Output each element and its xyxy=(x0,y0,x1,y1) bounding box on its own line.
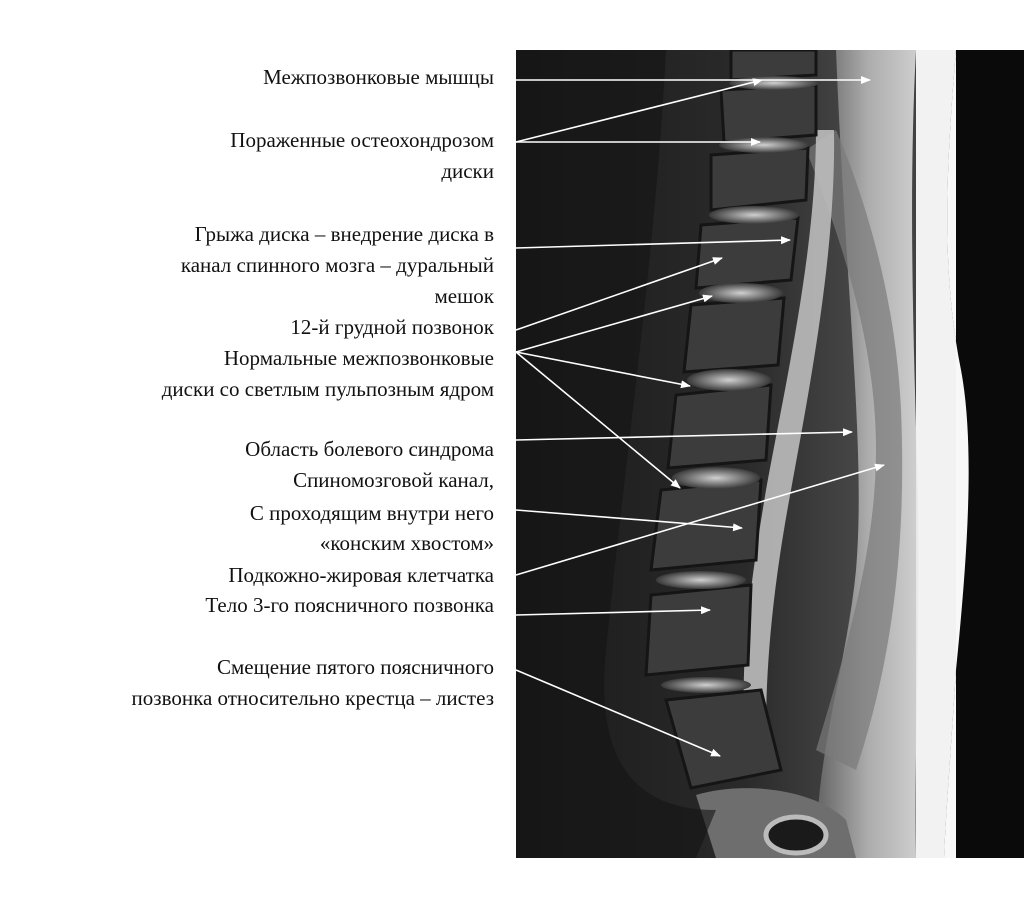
label-hernia-1: Грыжа диска – внедрение диска в xyxy=(194,222,494,246)
label-pain-area: Область болевого синдрома xyxy=(245,437,494,461)
label-listhesis-1: Смещение пятого поясничного xyxy=(217,655,494,679)
label-lumbar-3-body: Тело 3-го поясничного позвонка xyxy=(205,593,494,617)
label-normal-discs-2: диски со светлым пульпозным ядром xyxy=(161,377,494,401)
label-degenerated-discs-1: Пораженные остеохондрозом xyxy=(230,128,494,152)
label-thoracic-12: 12-й грудной позвонок xyxy=(290,315,494,339)
label-hernia-3: мешок xyxy=(434,284,494,308)
label-degenerated-discs-2: диски xyxy=(441,159,494,183)
label-hernia-2: канал спинного мозга – дуральный xyxy=(180,253,494,277)
label-normal-discs-1: Нормальные межпозвонковые xyxy=(223,346,494,370)
label-listhesis-2: позвонка относительно крестца – листез xyxy=(131,686,494,710)
label-spinal-canal-1: Спиномозговой канал, xyxy=(293,468,494,492)
label-subcutaneous-fat: Подкожно-жировая клетчатка xyxy=(228,563,494,587)
label-spinal-canal-3: «конским хвостом» xyxy=(319,531,494,555)
label-spinal-canal-2: С проходящим внутри него xyxy=(249,501,494,525)
label-intervertebral-muscles: Межпозвонковые мышцы xyxy=(263,65,494,89)
spine-mri-image xyxy=(516,50,1024,858)
